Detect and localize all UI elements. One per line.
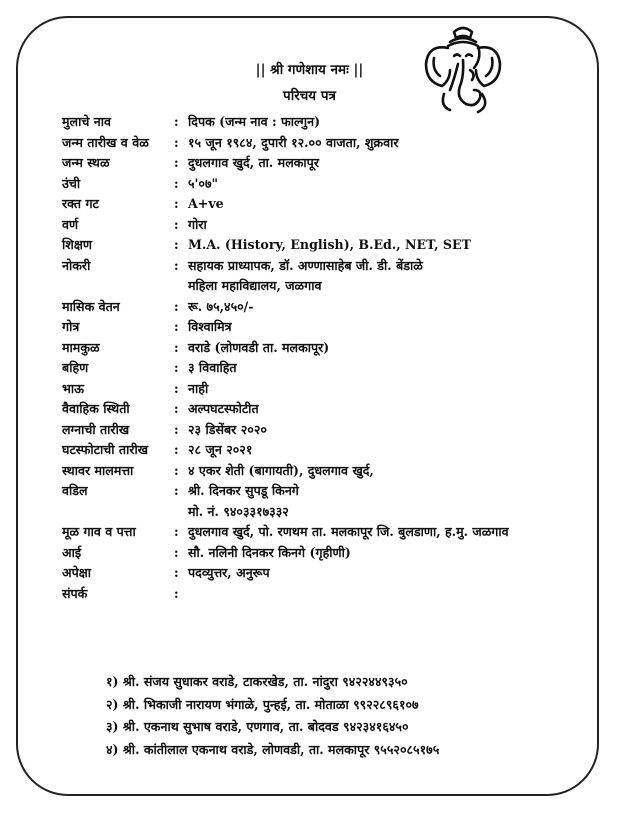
detail-row bbox=[62, 461, 582, 482]
detail-value: ५'०७" bbox=[188, 175, 219, 191]
detail-value: रू. ७५,४५०/- bbox=[188, 298, 254, 314]
detail-row bbox=[62, 297, 582, 318]
detail-separator: : bbox=[174, 257, 179, 273]
detail-row bbox=[62, 563, 582, 584]
detail-separator: : bbox=[174, 298, 179, 314]
detail-row bbox=[62, 420, 582, 441]
detail-separator bbox=[174, 502, 188, 523]
detail-row bbox=[62, 358, 582, 379]
detail-value: दुधलगाव खुर्द, पो. रणथम ता. मलकापूर जि. बुलडाणा, ह.मु. जळगाव bbox=[188, 524, 509, 539]
detail-label bbox=[62, 502, 174, 523]
detail-separator: : bbox=[174, 360, 179, 375]
detail-value: A+ve bbox=[188, 196, 224, 211]
detail-value: मो. नं. ९४०३३१७३३२ bbox=[188, 503, 289, 519]
detail-label: वडिल bbox=[62, 483, 88, 498]
contact-item: ३) श्री. एकनाथ सुभाष वराडे, एणगाव, ता. बोदवड ९४२३४१६४५० bbox=[106, 719, 409, 734]
contact-item: ४) श्री. कांतीलाल एकनाथ वराडे, लोणवडी, ता. मलकापूर ९५५२०८५१७५ bbox=[106, 741, 440, 757]
detail-label: घटस्फोटाची तारीख bbox=[62, 442, 149, 457]
detail-label: लग्नाची तारीख bbox=[62, 421, 130, 437]
detail-label: मूळ गाव व पत्ता bbox=[62, 524, 136, 539]
detail-row bbox=[62, 276, 582, 297]
detail-row bbox=[62, 543, 582, 564]
detail-label: मासिक वेतन bbox=[62, 298, 120, 314]
detail-row bbox=[62, 317, 582, 338]
detail-separator: : bbox=[174, 114, 179, 129]
detail-label: अपेक्षा bbox=[62, 565, 92, 580]
detail-row bbox=[62, 440, 582, 461]
detail-row bbox=[62, 399, 582, 420]
detail-label: गोत्र bbox=[62, 319, 80, 334]
detail-label: आई bbox=[62, 544, 82, 560]
detail-separator: : bbox=[174, 462, 179, 478]
detail-row bbox=[62, 153, 582, 174]
detail-row bbox=[62, 522, 582, 543]
contact-item: १) श्री. संजय सुधाकर वराडे, टाकरखेड, ता. नांदुरा ९४२२४४९३५० bbox=[106, 674, 408, 689]
detail-value bbox=[188, 584, 582, 605]
detail-row bbox=[62, 584, 582, 605]
detail-separator: : bbox=[174, 544, 179, 560]
detail-value: २८ जून २०२१ bbox=[188, 442, 253, 457]
detail-label bbox=[62, 276, 174, 297]
detail-label: भाऊ bbox=[62, 380, 85, 396]
contacts-list bbox=[106, 671, 586, 761]
detail-value: १५ जून १९८४, दुपारी १२.०० वाजता, शुक्रवार bbox=[188, 134, 399, 150]
detail-label: वर्ण bbox=[62, 216, 79, 232]
detail-separator: : bbox=[174, 319, 179, 334]
detail-separator: : bbox=[174, 196, 179, 211]
detail-value: गोरा bbox=[188, 216, 207, 232]
detail-value: पदव्युत्तर, अनुरूप bbox=[188, 565, 270, 580]
detail-row bbox=[62, 133, 582, 154]
detail-label: संपर्क bbox=[62, 585, 88, 601]
detail-label: स्थावर मालमत्ता bbox=[62, 462, 134, 478]
detail-label: बहिण bbox=[62, 360, 89, 375]
detail-value: २३ डिसेंबर २०२० bbox=[188, 421, 267, 437]
detail-separator bbox=[174, 276, 188, 297]
detail-value: नाही bbox=[188, 380, 209, 396]
detail-row bbox=[62, 194, 582, 215]
detail-row bbox=[62, 338, 582, 359]
detail-value: M.A. (History, English), B.Ed., NET, SET bbox=[188, 237, 471, 252]
detail-separator: : bbox=[174, 585, 179, 601]
detail-value: अल्पघटस्फोटीत bbox=[188, 401, 259, 416]
detail-label: जन्म स्थळ bbox=[62, 155, 110, 170]
detail-separator: : bbox=[174, 442, 179, 457]
detail-row bbox=[62, 235, 582, 256]
detail-separator: : bbox=[174, 339, 179, 355]
detail-label: उंची bbox=[62, 175, 81, 191]
detail-separator: : bbox=[174, 216, 179, 232]
document-heading: परिचय पत्र bbox=[283, 88, 336, 104]
detail-separator: : bbox=[174, 380, 179, 396]
detail-value: महिला महाविद्यालय, जळगाव bbox=[188, 278, 322, 293]
detail-separator: : bbox=[174, 401, 179, 416]
contact-item: २) श्री. भिकाजी नारायण भंगाळे, पुन्हई, ता. मोताळा ९९२२८९६१०७ bbox=[106, 696, 419, 712]
detail-separator: : bbox=[174, 565, 179, 580]
detail-row bbox=[62, 174, 582, 195]
detail-row bbox=[62, 215, 582, 236]
detail-separator: : bbox=[174, 155, 179, 170]
detail-separator: : bbox=[174, 421, 179, 437]
detail-label: मामकुळ bbox=[62, 339, 100, 355]
detail-value: सौ. नलिनी दिनकर किनगे (गृहीणी) bbox=[188, 544, 351, 560]
detail-value: ४ एकर शेती (बागायती), दुधलगाव खुर्द, bbox=[188, 462, 374, 478]
detail-separator: : bbox=[174, 483, 179, 498]
detail-value: वराडे (लोणवडी ता. मलकापूर) bbox=[188, 339, 330, 355]
detail-label: नोकरी bbox=[62, 257, 91, 273]
detail-value: विश्वामित्र bbox=[188, 319, 232, 334]
detail-value: सहायक प्राध्यापक, डॉ. अण्णासाहेब जी. डी. बेंडाळे bbox=[188, 257, 423, 273]
detail-row bbox=[62, 379, 582, 400]
detail-separator: : bbox=[174, 175, 179, 191]
details-list bbox=[62, 112, 582, 604]
detail-value: दुधलगाव खुर्द, ता. मलकापूर bbox=[188, 155, 319, 170]
detail-label: मुलाचे नाव bbox=[62, 114, 111, 129]
detail-value: ३ विवाहित bbox=[188, 360, 237, 375]
detail-separator: : bbox=[174, 134, 179, 150]
detail-separator: : bbox=[174, 524, 179, 539]
detail-label: वैवाहिक स्थिती bbox=[62, 401, 130, 416]
invocation-text: || श्री गणेशाय नमः || bbox=[255, 62, 364, 78]
detail-row bbox=[62, 481, 582, 502]
detail-separator: : bbox=[174, 237, 179, 252]
detail-label: जन्म तारीख व वेळ bbox=[62, 134, 149, 150]
detail-label: शिक्षण bbox=[62, 237, 92, 252]
detail-label: रक्त गट bbox=[62, 196, 99, 211]
detail-value: दिपक (जन्म नाव : फाल्गुन) bbox=[188, 114, 321, 129]
detail-row bbox=[62, 112, 582, 133]
detail-row bbox=[62, 502, 582, 523]
detail-value: श्री. दिनकर सुपडू किनगे bbox=[188, 483, 299, 498]
detail-row bbox=[62, 256, 582, 277]
